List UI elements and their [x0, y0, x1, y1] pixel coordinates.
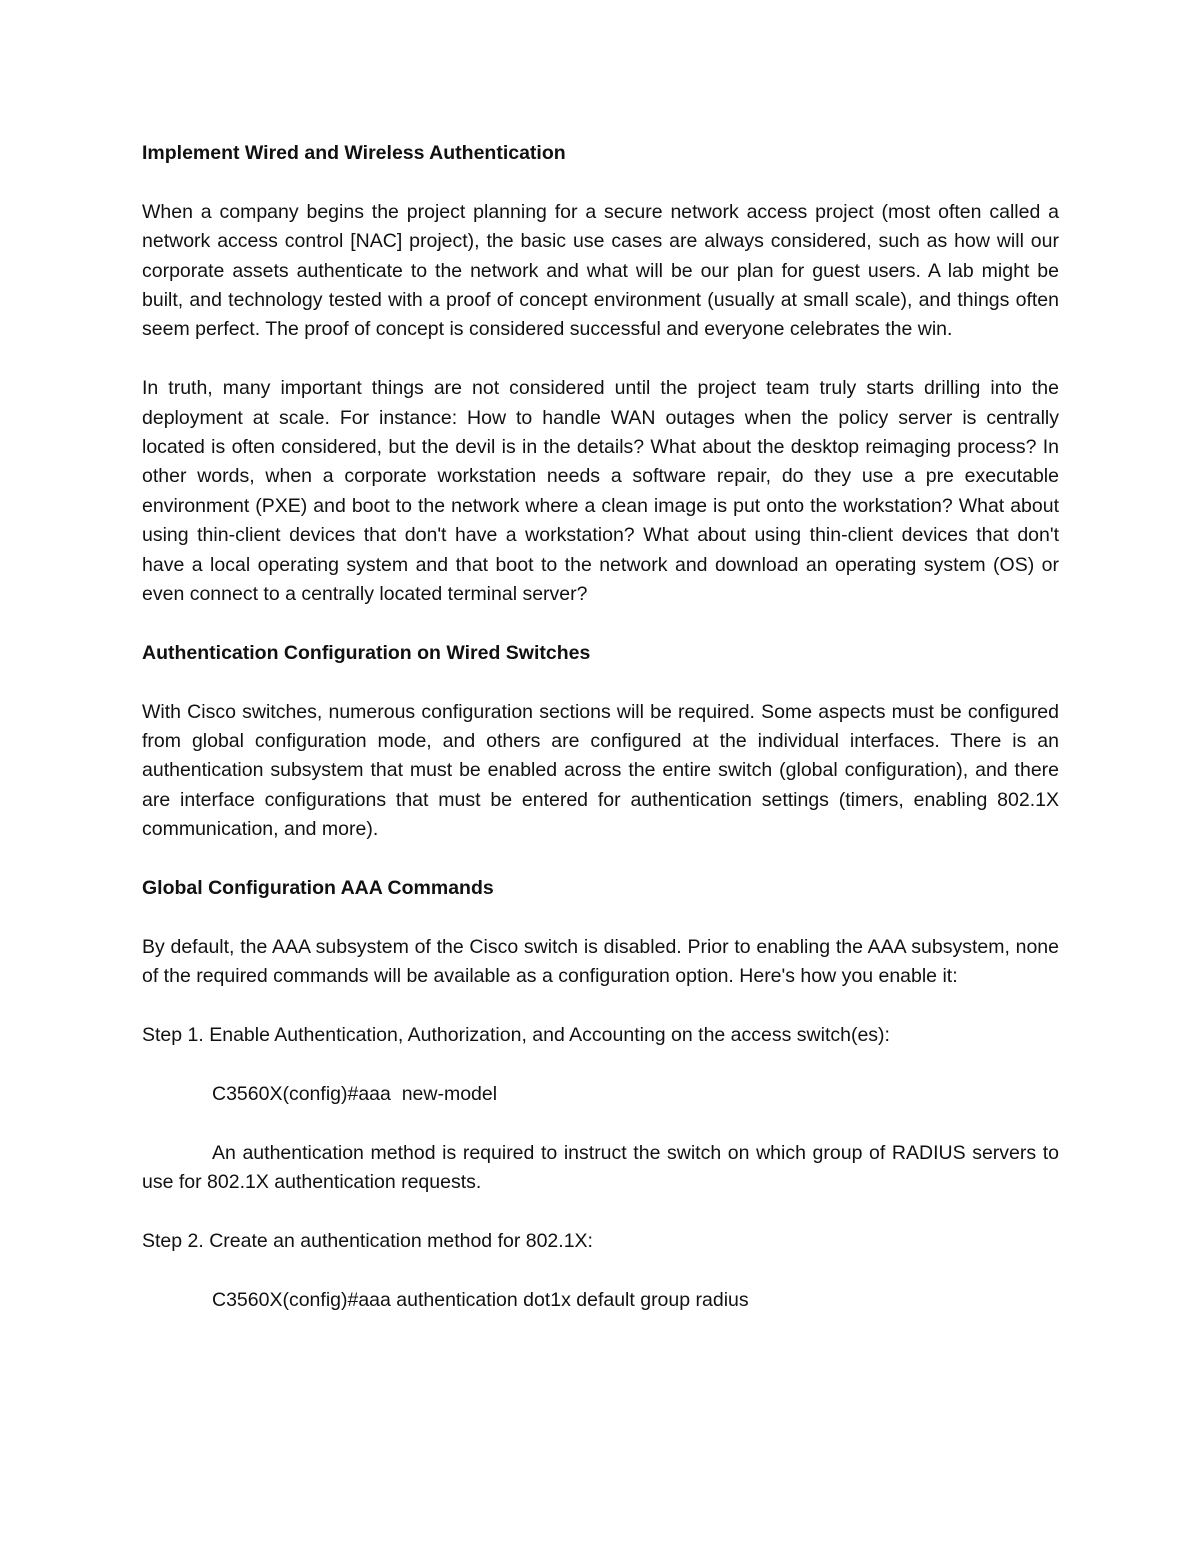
spacer	[142, 609, 1059, 638]
section-heading-wired-switches: Authentication Configuration on Wired Switches	[142, 641, 591, 664]
spacer	[142, 1256, 1059, 1285]
step-1-text: Step 1. Enable Authentication, Authorization, and Accounting on the access switch(es):	[142, 1024, 890, 1047]
paragraph-intro: When a company begins the project planning for a secure network access project (most often called a network access control [NAC] project), the basic use cases are always considered, such as how will our corporate assets authenticate to the network and what will be our plan for guest users. A lab might be built, and technology tested with a proof of concept environment (usually at small scale), and things often seem perfect. The proof of concept is considered successful and everyone celebrates the win.	[142, 200, 1059, 341]
code-line-dot1x-radius: C3560X(config)#aaa authentication dot1x default group radius	[212, 1288, 749, 1311]
document-page	[142, 139, 1059, 1315]
spacer	[142, 845, 1059, 874]
spacer	[142, 1050, 1059, 1079]
step-2-text: Step 2. Create an authentication method for 802.1X:	[142, 1229, 593, 1252]
spacer	[142, 345, 1059, 374]
paragraph-in-truth: In truth, many important things are not considered until the project team truly starts drilling into the deployment at scale. For instance: How to handle WAN outages when the policy server is centrally located is often considered, but the devil is in the details? What about the desktop reimaging process? In other words, when a corporate workstation needs a software repair, do they use a pre executable environment (PXE) and boot to the network where a clean image is put onto the workstation? What about using thin-client devices that don't have a workstation? What about using thin-client devices that don't have a local operating system and that boot to the network and download an operating system (OS) or even connect to a centrally located terminal server?	[142, 377, 1059, 606]
section-heading-implement: Implement Wired and Wireless Authentication	[142, 142, 566, 164]
spacer	[142, 992, 1059, 1021]
spacer	[142, 1197, 1059, 1226]
paragraph-auth-method: An authentication method is required to instruct the switch on which group of RADIUS servers to use for 802.1X authentication requests.	[142, 1141, 1059, 1194]
spacer	[142, 903, 1059, 932]
spacer	[142, 1109, 1059, 1138]
section-heading-aaa-commands: Global Configuration AAA Commands	[142, 877, 494, 900]
paragraph-aaa-default: By default, the AAA subsystem of the Cisco switch is disabled. Prior to enabling the AAA subsystem, none of the required commands will be available as a configuration option. Here's how you enable it:	[142, 935, 1059, 988]
paragraph-cisco-switches: With Cisco switches, numerous configuration sections will be required. Some aspects must be configured from global configuration mode, and others are configured at the individual interfaces. There is an authentication subsystem that must be enabled across the entire switch (global configuration), and there are interface configurations that must be entered for authentication settings (timers, enabling 802.1X communication, and more).	[142, 700, 1059, 841]
code-line-aaa-new-model: C3560X(config)#aaa new-model	[212, 1082, 498, 1105]
spacer	[142, 668, 1059, 697]
spacer	[142, 168, 1059, 197]
